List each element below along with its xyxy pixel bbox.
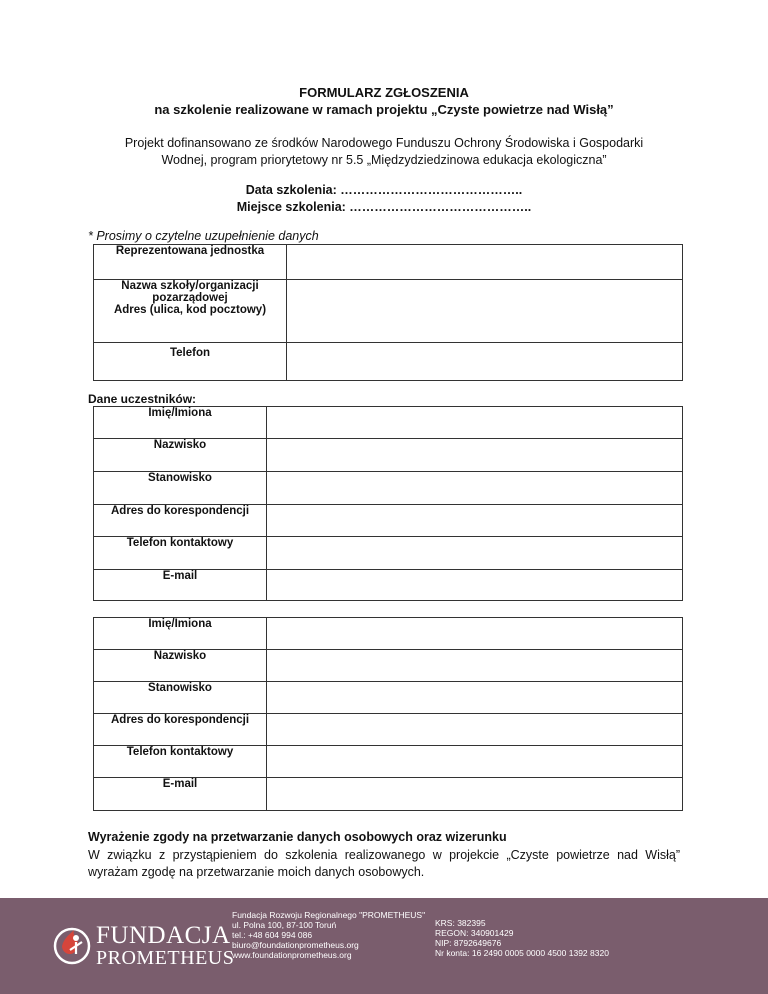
participant-1-table bbox=[93, 406, 683, 601]
last-name-label: Nazwisko bbox=[94, 650, 267, 682]
first-name-input[interactable] bbox=[267, 618, 683, 650]
correspondence-address-input[interactable] bbox=[267, 714, 683, 746]
email-input[interactable] bbox=[267, 778, 683, 811]
table-row bbox=[94, 439, 683, 472]
contact-phone-label: Telefon kontaktowy bbox=[94, 537, 267, 570]
footer-phone: tel.: +48 604 994 086 bbox=[232, 930, 313, 940]
participants-heading: Dane uczestników: bbox=[88, 392, 197, 406]
table-row bbox=[94, 472, 683, 505]
table-row bbox=[94, 746, 683, 778]
email-label: E-mail bbox=[94, 778, 267, 811]
first-name-label: Imię/Imiona bbox=[94, 407, 267, 439]
footer-address bbox=[232, 910, 425, 960]
footer-bank-account: Nr konta: 16 2490 0005 0000 4500 1392 8320 bbox=[435, 948, 609, 958]
email-input[interactable] bbox=[267, 570, 683, 601]
table-row bbox=[94, 682, 683, 714]
contact-phone-label: Telefon kontaktowy bbox=[94, 746, 267, 778]
consent-heading: Wyrażenie zgody na przetwarzanie danych osobowych oraz wizerunku bbox=[88, 830, 507, 844]
footer-website-link[interactable]: www.foundationprometheus.org bbox=[232, 950, 352, 960]
table-row bbox=[94, 778, 683, 811]
last-name-label: Nazwisko bbox=[94, 439, 267, 472]
school-address-input[interactable] bbox=[287, 280, 683, 343]
footer-email-link[interactable]: biuro@foundationprometheus.org bbox=[232, 940, 359, 950]
contact-phone-input[interactable] bbox=[267, 537, 683, 570]
first-name-label: Imię/Imiona bbox=[94, 618, 267, 650]
position-input[interactable] bbox=[267, 472, 683, 505]
table-row bbox=[94, 245, 683, 280]
participant-2-table bbox=[93, 617, 683, 811]
institution-label: Reprezentowana jednostka bbox=[94, 245, 287, 280]
correspondence-address-label: Adres do korespondencji bbox=[94, 505, 267, 537]
footer-krs: KRS: 382395 bbox=[435, 918, 486, 928]
institution-input[interactable] bbox=[287, 245, 683, 280]
foundation-logo bbox=[52, 914, 235, 974]
logo-text-line-1: FUNDACJA bbox=[96, 922, 231, 949]
consent-text: W związku z przystąpieniem do szkolenia realizowanego w projekcie „Czyste powietrze nad Wisłą” wyrażam zgodę na przetwarzanie moich danych osobowych. bbox=[88, 848, 680, 879]
flame-figure-icon bbox=[52, 920, 92, 968]
table-row bbox=[94, 714, 683, 746]
phone-label: Telefon bbox=[94, 343, 287, 381]
footer-registry bbox=[435, 918, 609, 958]
fill-note: * Prosimy o czytelne uzupełnienie danych bbox=[88, 229, 319, 243]
footer-org-name: Fundacja Rozwoju Regionalnego "PROMETHEUS" bbox=[232, 910, 426, 920]
training-date: Data szkolenia: …………………………………….. bbox=[245, 183, 523, 197]
phone-input[interactable] bbox=[287, 343, 683, 381]
project-funding-line-1: Projekt dofinansowano ze środków Narodowego Funduszu Ochrony Środowiska i Gospodarki bbox=[124, 136, 644, 150]
logo-text-line-2: PROMETHEUS bbox=[96, 947, 235, 969]
footer-regon: REGON: 340901429 bbox=[435, 928, 514, 938]
position-label: Stanowisko bbox=[94, 682, 267, 714]
footer-street: ul. Polna 100, 87-100 Toruń bbox=[232, 920, 337, 930]
table-row bbox=[94, 343, 683, 381]
table-row bbox=[94, 537, 683, 570]
form-subtitle: na szkolenie realizowane w ramach projektu „Czyste powietrze nad Wisłą” bbox=[154, 102, 614, 117]
position-label: Stanowisko bbox=[94, 472, 267, 505]
email-label: E-mail bbox=[94, 570, 267, 601]
project-funding-line-2: Wodnej, program priorytetowy nr 5.5 „Międzydziedzinowa edukacja ekologiczna” bbox=[161, 153, 607, 167]
table-row bbox=[94, 505, 683, 537]
footer-nip: NIP: 8792649676 bbox=[435, 938, 502, 948]
table-row bbox=[94, 407, 683, 439]
form-title: FORMULARZ ZGŁOSZENIA bbox=[299, 85, 469, 100]
correspondence-address-input[interactable] bbox=[267, 505, 683, 537]
footer-banner bbox=[0, 898, 768, 994]
table-row bbox=[94, 280, 683, 343]
table-row bbox=[94, 650, 683, 682]
contact-phone-input[interactable] bbox=[267, 746, 683, 778]
institution-table bbox=[93, 244, 683, 381]
table-row bbox=[94, 570, 683, 601]
last-name-input[interactable] bbox=[267, 650, 683, 682]
school-address-label: Nazwa szkoły/organizacji pozarządowej Adres (ulica, kod pocztowy) bbox=[94, 280, 287, 343]
training-place: Miejsce szkolenia: …………………………………….. bbox=[236, 200, 532, 214]
first-name-input[interactable] bbox=[267, 407, 683, 439]
table-row bbox=[94, 618, 683, 650]
position-input[interactable] bbox=[267, 682, 683, 714]
last-name-input[interactable] bbox=[267, 439, 683, 472]
correspondence-address-label: Adres do korespondencji bbox=[94, 714, 267, 746]
